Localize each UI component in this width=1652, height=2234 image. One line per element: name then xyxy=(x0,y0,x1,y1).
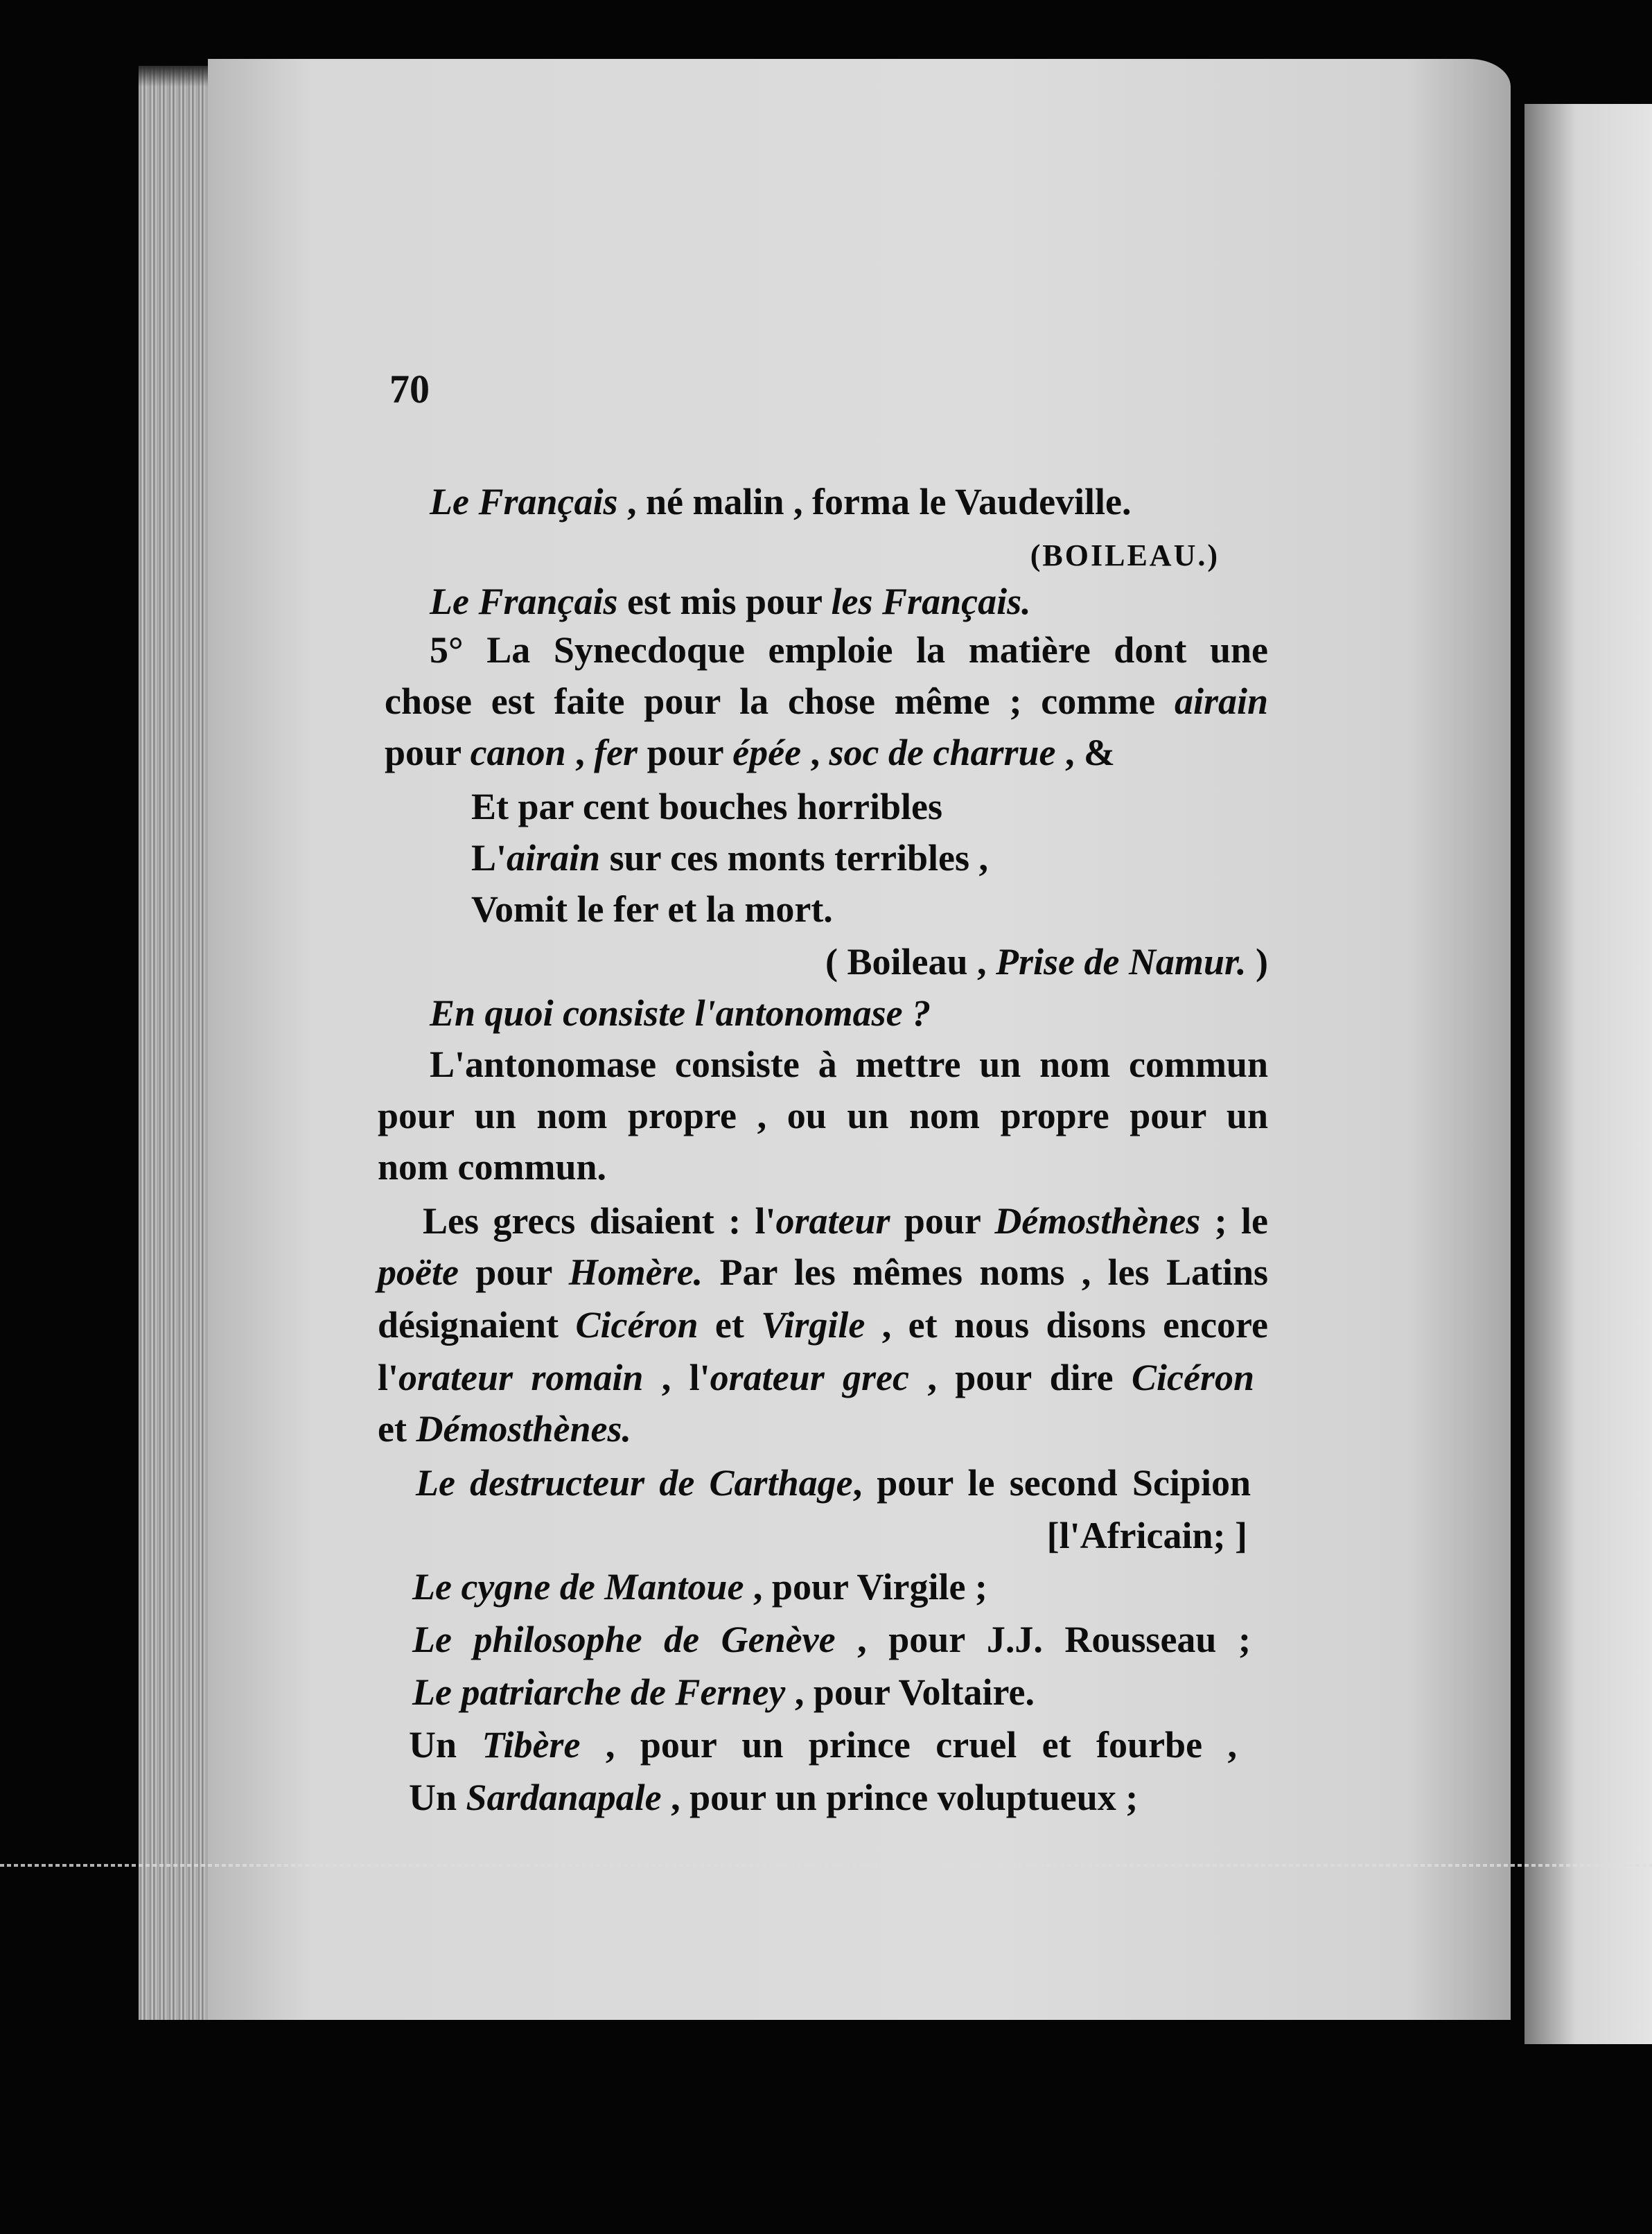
text-span: , l' xyxy=(643,1357,710,1398)
text-line xyxy=(430,579,1123,624)
text-span: sur ces monts terribles , xyxy=(600,837,989,879)
italic-text: En quoi consiste l'antonomase ? xyxy=(430,992,931,1034)
text-span: , & xyxy=(1055,732,1116,773)
text-span: pour xyxy=(890,1200,995,1242)
text-span: Un xyxy=(409,1777,466,1818)
italic-text: Le Français xyxy=(430,581,618,622)
italic-text: Prise de Namur. xyxy=(995,941,1247,983)
text-line xyxy=(378,1303,1268,1347)
text-span: , pour un prince voluptueux ; xyxy=(661,1777,1139,1818)
page-number: 70 xyxy=(389,367,430,412)
italic-text: Le cygne de Mantoue xyxy=(412,1566,744,1608)
italic-text: les Français. xyxy=(831,581,1031,622)
text-span: , xyxy=(801,732,829,773)
italic-text: Homère. xyxy=(568,1251,703,1293)
italic-text: orateur grec xyxy=(710,1357,910,1398)
text-span: Un xyxy=(409,1724,482,1766)
text-span: , pour le second Scipion xyxy=(852,1462,1251,1504)
italic-text: airain xyxy=(507,837,601,879)
italic-text: orateur romain xyxy=(398,1357,644,1398)
text-span: pour xyxy=(638,732,733,773)
text-line xyxy=(378,1250,1268,1294)
italic-text: Le philosophe de Genève xyxy=(412,1619,836,1660)
text-line xyxy=(471,784,1026,829)
text-line xyxy=(416,1461,1251,1505)
italic-text: Démosthènes xyxy=(994,1200,1201,1242)
text-span: , et nous disons encore xyxy=(865,1304,1269,1346)
text-span: l' xyxy=(378,1357,399,1398)
italic-text: Sardanapale xyxy=(466,1777,662,1818)
text-span: chose est faite pour la chose même ; comme xyxy=(385,680,1175,722)
text-line xyxy=(385,679,1268,723)
italic-text: Le destructeur de Carthage xyxy=(416,1462,853,1504)
italic-text: airain xyxy=(1174,680,1268,722)
text-line xyxy=(741,940,1268,984)
text-span: L' xyxy=(471,837,507,879)
text-span: ( Boileau , xyxy=(825,941,996,983)
text-span: pour xyxy=(458,1251,569,1293)
italic-text: poëte xyxy=(378,1251,459,1293)
text-span: , pour dire xyxy=(909,1357,1132,1398)
text-line xyxy=(998,1513,1247,1558)
text-span: , pour un prince cruel et fourbe , xyxy=(580,1724,1237,1766)
text-line xyxy=(423,1199,1268,1243)
text-line xyxy=(385,730,1168,775)
text-span: [l'Africain; ] xyxy=(1046,1515,1247,1556)
text-line xyxy=(471,836,1060,880)
italic-text: canon xyxy=(470,732,566,773)
italic-text: orateur xyxy=(775,1200,890,1242)
italic-text: Tibère xyxy=(482,1724,581,1766)
text-line xyxy=(412,1670,1036,1714)
text-line xyxy=(409,1723,1237,1767)
text-line xyxy=(1012,531,1220,578)
text-line xyxy=(430,480,1199,524)
text-span: ; le xyxy=(1200,1200,1269,1242)
text-line xyxy=(430,1042,1268,1087)
italic-text: Cicéron xyxy=(1131,1357,1254,1398)
text-line xyxy=(378,1145,689,1189)
italic-text: épée xyxy=(732,732,802,773)
text-span: ) xyxy=(1246,941,1268,983)
text-line xyxy=(378,1407,793,1451)
text-span: Et par cent bouches horribles xyxy=(471,786,943,827)
text-line xyxy=(430,628,1268,672)
text-span: , né malin , forma le Vaudeville. xyxy=(617,481,1132,522)
text-span: Par les mêmes noms , les Latins xyxy=(703,1251,1268,1293)
italic-text: Le Français xyxy=(430,481,618,522)
text-span: nom commun. xyxy=(378,1146,607,1188)
scan-streak xyxy=(0,1864,1652,1867)
text-line xyxy=(378,1093,1268,1138)
italic-text: Cicéron xyxy=(575,1304,698,1346)
text-line xyxy=(378,1355,1254,1400)
italic-text: soc de charrue xyxy=(829,732,1056,773)
text-span: Les grecs disaient : l' xyxy=(423,1200,776,1242)
text-span: (BOILEAU.) xyxy=(1030,538,1220,572)
adjacent-page xyxy=(1524,104,1652,2044)
text-line xyxy=(409,1775,1192,1820)
text-span: et xyxy=(378,1408,416,1450)
text-span: pour un nom propre , ou un nom propre pour un xyxy=(378,1095,1268,1136)
text-span: , pour J.J. Rousseau ; xyxy=(835,1619,1251,1660)
text-line xyxy=(412,1617,1251,1662)
text-span: et xyxy=(698,1304,762,1346)
text-line xyxy=(430,991,1053,1035)
text-span: est mis pour xyxy=(617,581,832,622)
text-span: Vomit le fer et la mort. xyxy=(471,888,833,930)
text-span: pour xyxy=(385,732,471,773)
italic-text: fer xyxy=(594,732,638,773)
text-span: 5° La Synecdoque emploie la matière dont une xyxy=(430,629,1268,671)
text-line xyxy=(471,887,1026,931)
text-line xyxy=(412,1565,1036,1609)
text-span: , pour Virgile ; xyxy=(744,1566,987,1608)
italic-text: Démosthènes. xyxy=(416,1408,631,1450)
italic-text: Le patriarche de Ferney xyxy=(412,1671,786,1713)
italic-text: Virgile xyxy=(761,1304,865,1346)
text-span: , xyxy=(565,732,595,773)
text-span: , pour Voltaire. xyxy=(785,1671,1035,1713)
text-span: désignaient xyxy=(378,1304,576,1346)
text-span: L'antonomase consiste à mettre un nom commun xyxy=(430,1044,1268,1085)
